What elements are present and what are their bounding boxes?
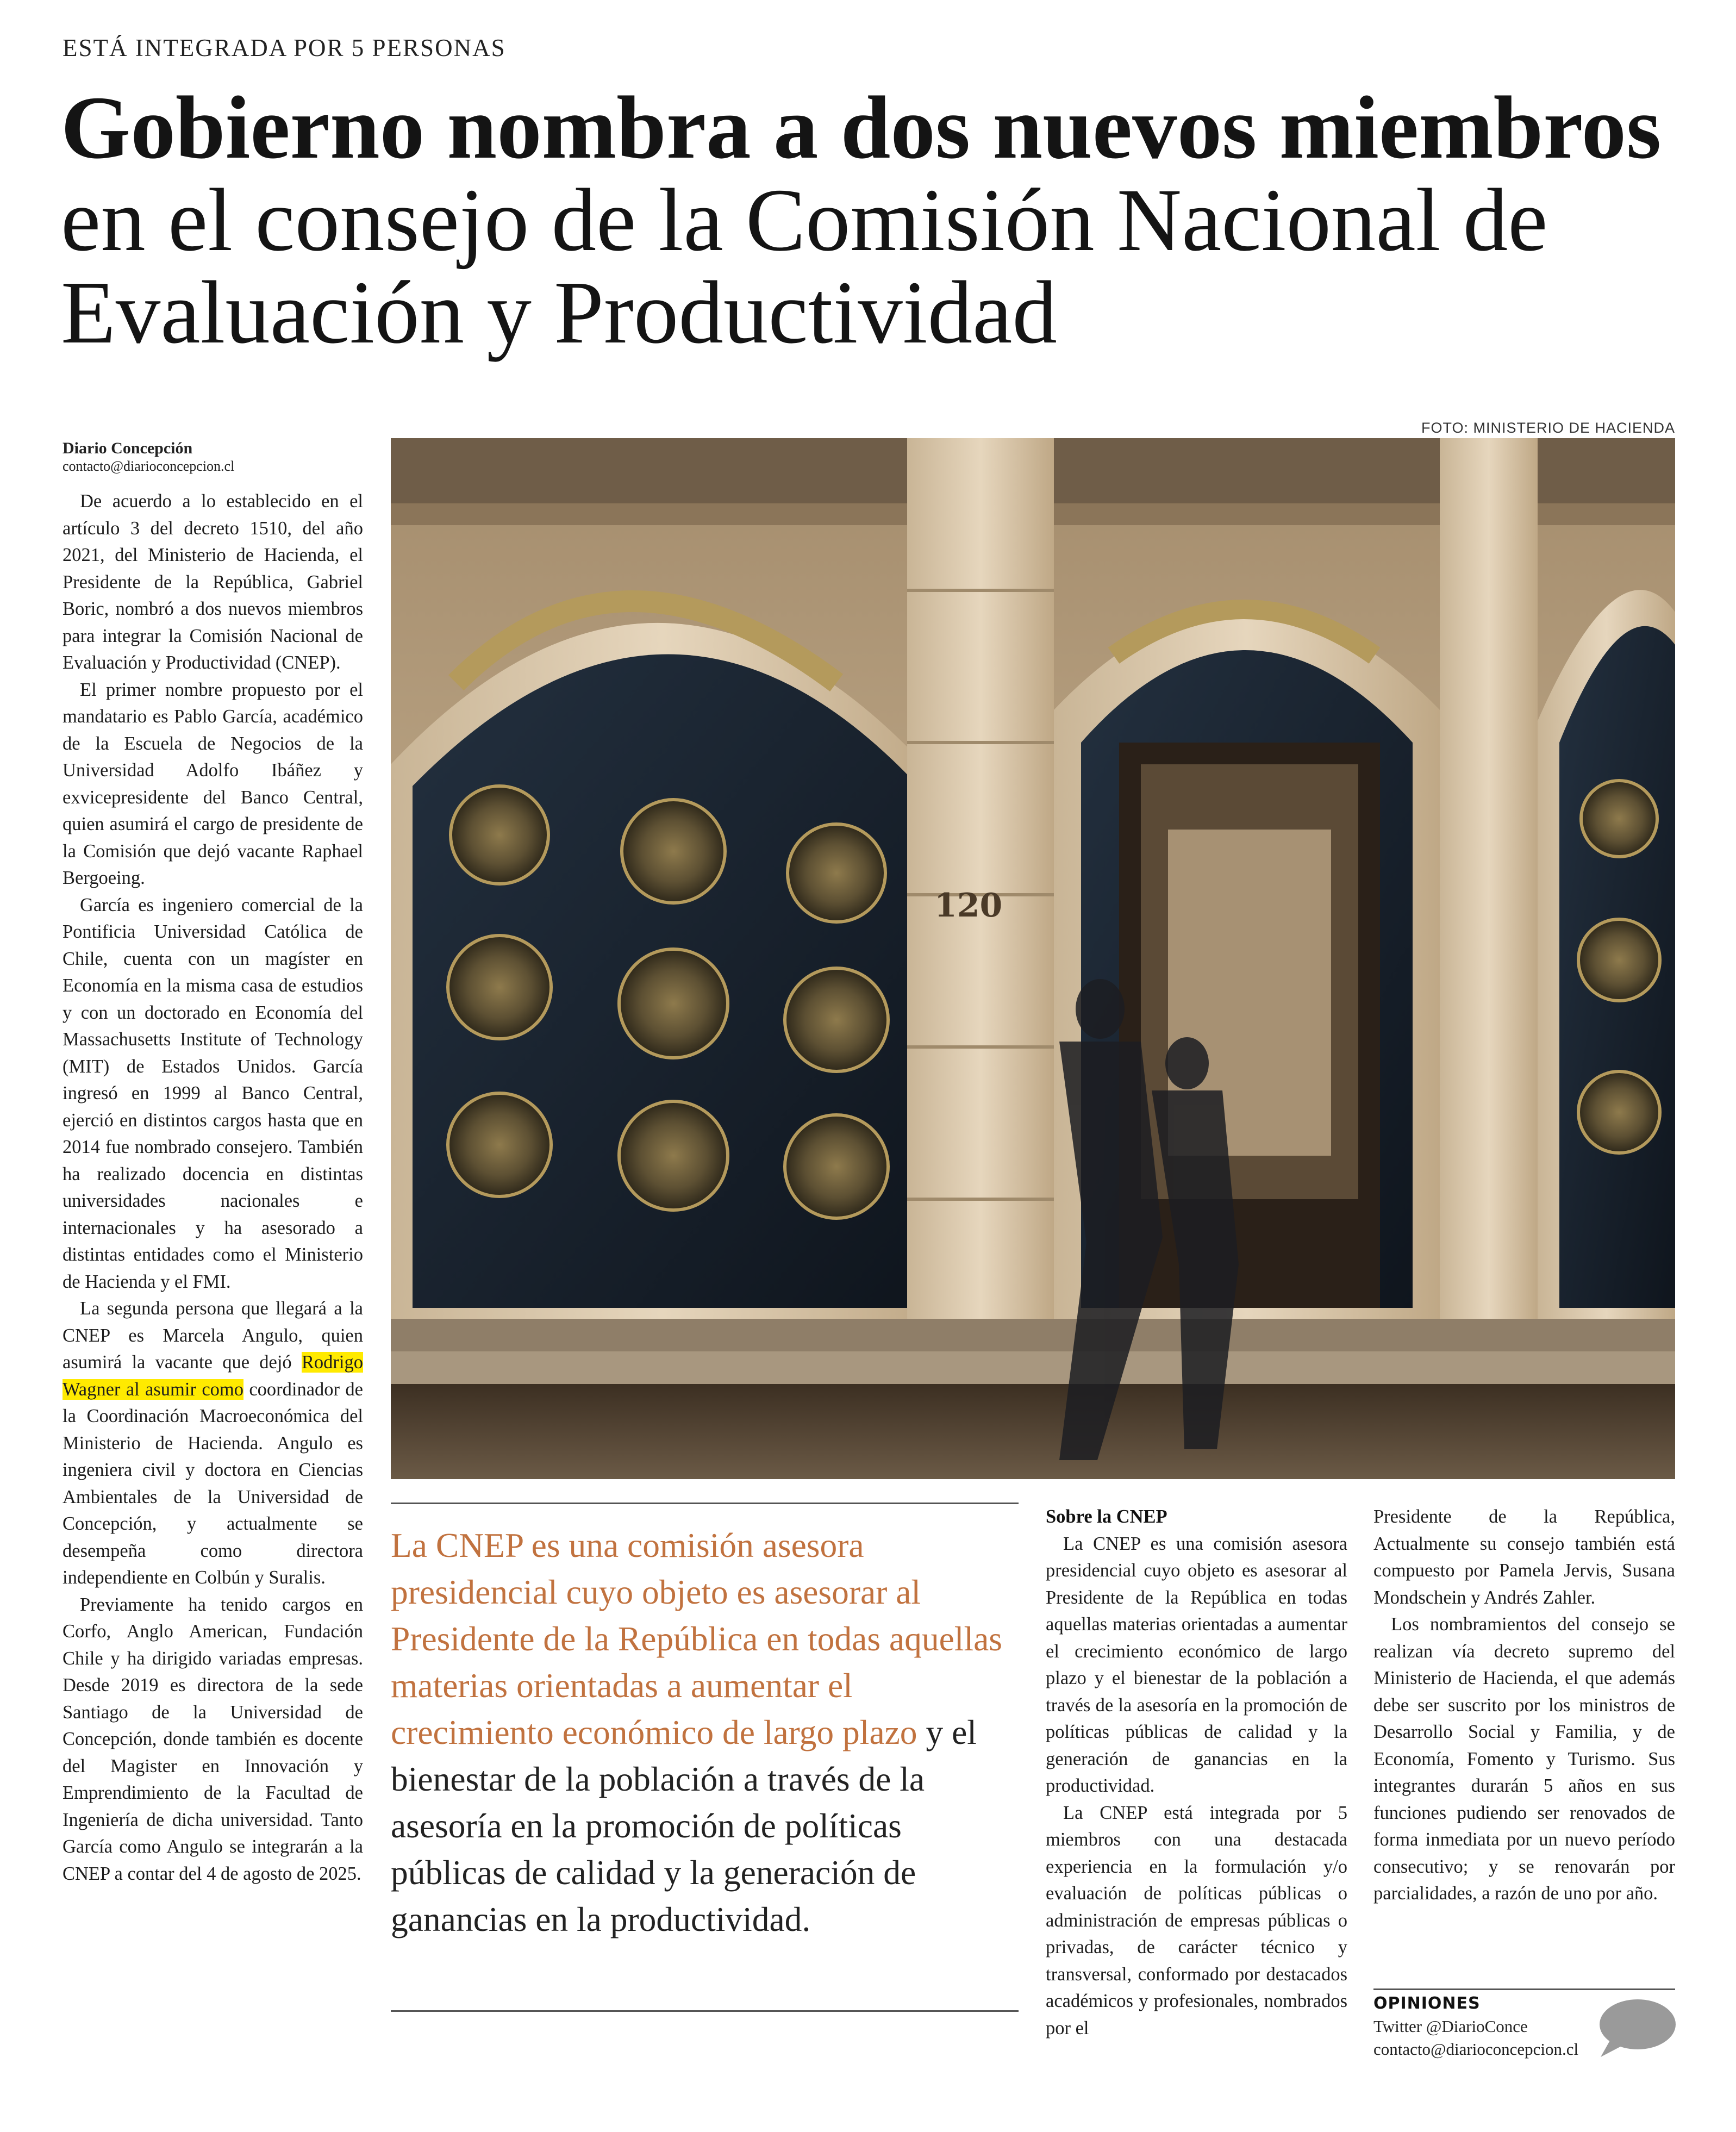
paragraph: Presidente de la República, Actualmente su consejo también está compuesto por Pamela Jervis, Susana Mondschein y Andrés Zahler. <box>1373 1506 1675 1608</box>
headline-bold: Gobierno nombra a dos nuevos miembros <box>61 78 1662 177</box>
paragraph: La CNEP es una comisión asesora presidencial cuyo objeto es asesorar al Presidente de la República en todas aquellas materias orientadas a aumentar el crecimiento económico de largo plazo y el bienestar de la población a través de la asesoría en la promoción de políticas públicas de calidad y la generación de ganancias en la productividad. <box>1046 1533 1347 1796</box>
door-number: 120 <box>934 887 1003 925</box>
paragraph: La CNEP está integrada por 5 miembros con una destacada experiencia en la formulación y/o evaluación de políticas públicas o administración de empresas públicas o privadas, de carácter técnico y transversal, conformado por destacados académicos y profesionales, nombrados por el <box>1046 1802 1347 2039</box>
sidebar-heading: Sobre la CNEP <box>1046 1506 1167 1527</box>
paragraph: El primer nombre propuesto por el mandatario es Pablo García, académico de la Escuela de Negocios de la Universidad Adolfo Ibáñez y exvicepresidente del Banco Central, quien asumirá el cargo de presidente de la Comisión que dejó vacante Raphael Bergoeing. <box>63 679 363 888</box>
headline-rest: en el consejo de la Comisión Nacional de Evaluación y Productividad <box>61 170 1548 362</box>
pull-quote-rule-bottom <box>391 2010 1019 2012</box>
opiniones-heading: OPINIONES <box>1373 1994 1481 2013</box>
building-illustration <box>391 438 1675 1479</box>
headline <box>61 78 1691 362</box>
byline-name: Diario Concepción <box>63 439 193 457</box>
sidebar-column-1 <box>1046 1504 1347 2042</box>
byline-email: contacto@diarioconcepcion.cl <box>63 458 235 474</box>
article-body-left <box>63 488 363 1887</box>
paragraph: Los nombramientos del consejo se realizan vía decreto supremo del Ministerio de Hacienda, el que además debe ser suscrito por los ministros de Desarrollo Social y Familia, y de Economía, Fomento y Turismo. Sus integrantes durarán 5 años en sus funciones pudiendo ser renovados de forma inmediata por un nuevo período consecutivo; y se renovarán por parcialidades, a razón de uno por año. <box>1373 1614 1675 1904</box>
paragraph: De acuerdo a lo establecido en el artículo 3 del decreto 1510, del año 2021, del Ministerio de Hacienda, el Presidente de la República, Gabriel Boric, nombró a dos nuevos miembros para integrar la Comisión Nacional de Evaluación y Productividad (CNEP). <box>63 491 363 673</box>
opiniones-rule <box>1373 1988 1675 1990</box>
paragraph-text: coordinador de la Coordinación Macroeconómica del Ministerio de Hacienda. Angulo es ingeniera civil y doctora en Ciencias Ambientales de la Universidad de Concepción, y actualmente se desempeña como directora independiente en Colbún y Suralis. <box>63 1379 363 1588</box>
paragraph: García es ingeniero comercial de la Pontificia Universidad Católica de Chile, cuenta con un magíster en Economía en la misma casa de estudios y con un doctorado en Economía del Massachusetts Institute of Technology (MIT) de Estados Unidos. García ingresó en 1999 al Banco Central, ejerció en distintos cargos hasta que en 2014 fue nombrado consejero. También ha realizado docencia en distintas universidades nacionales e internacionales y ha asesorado a distintas entidades como el Ministerio de Hacienda y el FMI. <box>63 894 363 1292</box>
pull-quote-rule-top <box>391 1503 1019 1504</box>
kicker: ESTÁ INTEGRADA POR 5 PERSONAS <box>63 34 506 61</box>
photo-credit: FOTO: MINISTERIO DE HACIENDA <box>1421 420 1675 436</box>
paragraph <box>63 1295 363 1592</box>
highlighted-text: Rodrigo Wagner al asumir como <box>63 1352 363 1400</box>
opiniones-email[interactable]: contacto@diarioconcepcion.cl <box>1373 2040 1579 2059</box>
building-photo <box>391 438 1675 1479</box>
paragraph-text: La segunda persona que llegará a la CNEP es Marcela Angulo, quien asumirá la vacante que dejó <box>63 1298 363 1373</box>
speech-bubble-icon <box>1595 1996 1677 2061</box>
sidebar-column-2 <box>1373 1504 1675 1907</box>
paragraph: Previamente ha tenido cargos en Corfo, Anglo American, Fundación Chile y ha dirigido variadas empresas. Desde 2019 es directora de la sede Santiago de la Universidad de Concepción, donde también es docente del Magister en Innovación y Emprendimiento de la Facultad de Ingeniería de dicha universidad. Tanto García como Angulo se integrarán a la CNEP a contar del 4 de agosto de 2025. <box>63 1594 363 1884</box>
pull-quote <box>391 1522 1016 1943</box>
pull-quote-rest: y el bienestar de la población a través de la asesoría en la promoción de políticas públicas de calidad y la generación de ganancias en la productividad. <box>391 1713 977 1938</box>
opiniones-twitter[interactable]: Twitter @DiarioConce <box>1373 2017 1528 2036</box>
pull-quote-accent: La CNEP es una comisión asesora presidencial cuyo objeto es asesorar al Presidente de la República en todas aquellas materias orientadas a aumentar el crecimiento económico de largo plazo <box>391 1526 1002 1751</box>
